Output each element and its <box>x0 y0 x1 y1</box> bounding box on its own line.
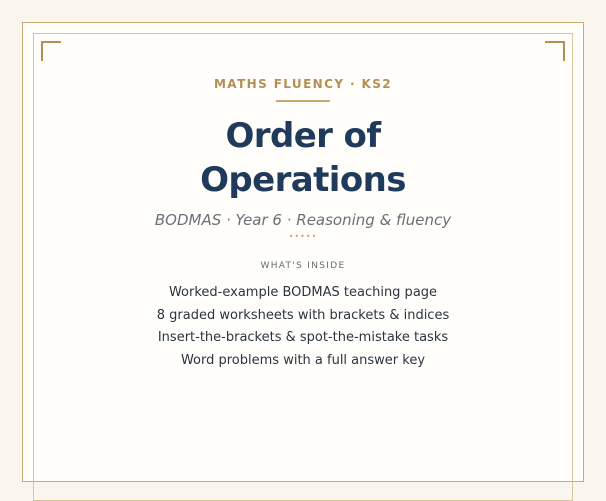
feature-item: Word problems with a full answer key <box>180 352 426 368</box>
eyebrow-label: MATHS FLUENCY · KS2 <box>213 77 393 91</box>
corner-ornament-top-right <box>545 41 565 61</box>
cover-page <box>22 22 584 482</box>
corner-ornament-top-left <box>41 41 61 61</box>
dot-ornament: ••••• <box>288 232 318 241</box>
cover-content <box>23 77 583 372</box>
title-line-2: Operations <box>200 160 406 200</box>
subtitle: BODMAS · Year 6 · Reasoning & fluency <box>154 211 452 229</box>
feature-list <box>23 282 583 372</box>
title-divider <box>276 100 330 102</box>
page-title <box>23 114 583 202</box>
whats-inside-label: WHAT'S INSIDE <box>260 261 346 271</box>
title-line-1: Order of <box>225 116 381 156</box>
feature-item: 8 graded worksheets with brackets & indices <box>156 307 450 323</box>
feature-item: Insert-the-brackets & spot-the-mistake tasks <box>157 330 449 345</box>
feature-item: Worked-example BODMAS teaching page <box>168 285 438 300</box>
